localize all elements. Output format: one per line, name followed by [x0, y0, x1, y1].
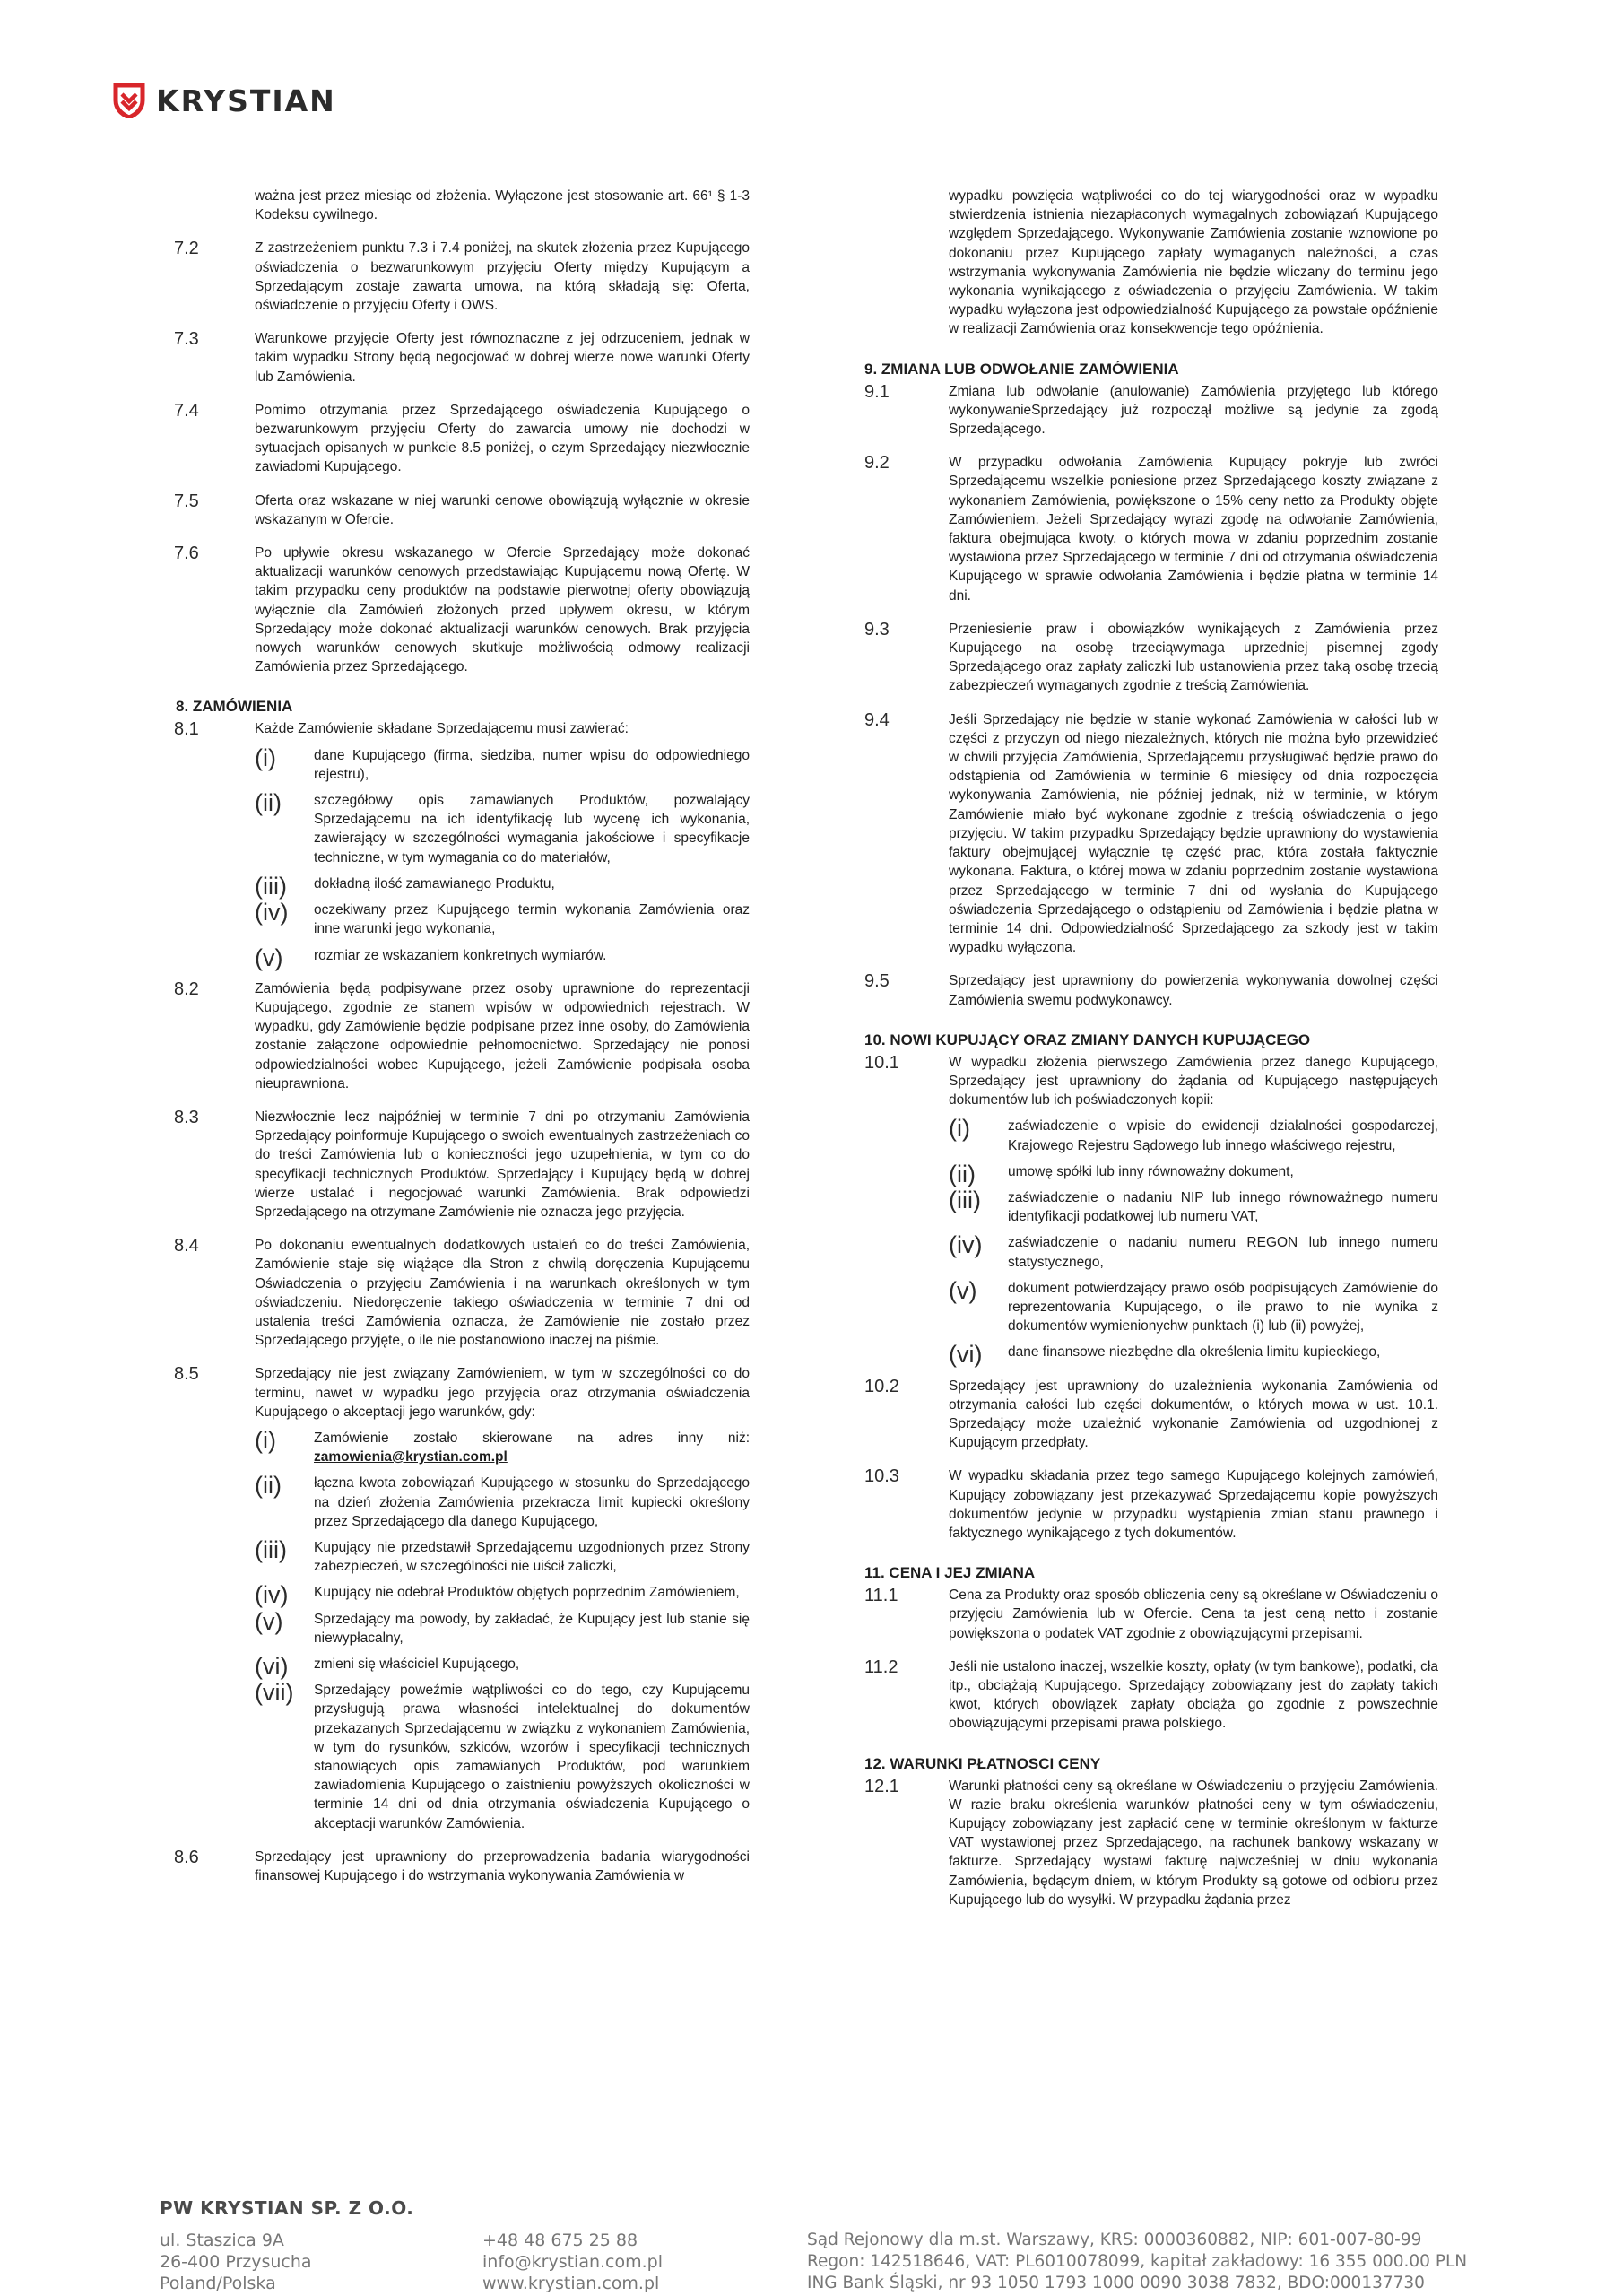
sub-clause [864, 1341, 1438, 1369]
sub-clause-numeral: (ii) [255, 789, 282, 817]
sub-clause-text-part: Zamówienie zostało skierowane na adres inny niż: [314, 1430, 750, 1446]
sub-clause-numeral: (iv) [255, 1581, 289, 1609]
clause-number: 7.6 [174, 544, 199, 564]
clause-number: 8.5 [174, 1364, 199, 1385]
right-column [864, 187, 1438, 1909]
clause-9-5 [864, 971, 1438, 1009]
continued-paragraph: wypadku powzięcia wątpliwości co do tej wiarygodności oraz w wypadku stwierdzenia istnienia niezapłaconych wymagalnych zobowiązań Kupującego względem Sprzedającego. Wykonywanie Zamówienia zostanie wznowione po dokonaniu przez Kupującego zapłaty wymaganych należności, a czas wstrzymania wykonywania Zamówienia nie będzie wliczany do terminu jego wykonania wynikającego z oświadczenia o przyjęciu Zamówienia. W takim wypadku wyłączona jest odpowiedzialność Kupującego za powstałe opóźnienie w realizacji Zamówienia oraz konsekwencje tego opóźnienia. [949, 188, 1438, 337]
sub-clause-text: zaświadczenie o nadaniu NIP lub innego równoważnego numeru identyfikacji podatkowej lub numeru VAT, [1008, 1189, 1438, 1225]
clause-7-2 [176, 239, 750, 315]
footer-email[interactable]: info@krystian.com.pl [482, 2252, 664, 2272]
section-heading: 12. WARUNKI PŁATNOSCI CENY [864, 1754, 1101, 1772]
clause-10-2 [864, 1377, 1438, 1453]
clause-text: Z zastrzeżeniem punktu 7.3 i 7.4 poniżej, na skutek złożenia przez Kupującego oświadczenia o bezwarunkowym przyjęciu Oferty między Kupującym a Sprzedającym zostaje zawarta umowa, na którą składają się: Oferta, oświadczenie o przyjęciu Oferty i OWS. [255, 240, 750, 314]
clause-11-2 [864, 1657, 1438, 1734]
clause-text: Zmiana lub odwołanie (anulowanie) Zamówienia przyjętego lub którego wykonywanieSprzedający już rozpoczął możliwe są jedynie za zgodą Sprzedającego. [949, 383, 1438, 438]
sub-clause [176, 1653, 750, 1680]
clause-number: 7.2 [174, 239, 199, 259]
clause-number: 12.1 [864, 1776, 899, 1796]
clause-8-4 [176, 1236, 750, 1350]
clause-10-1 [864, 1053, 1438, 1110]
sub-clause-text: szczegółowy opis zamawianych Produktów, pozwalający Sprzedającemu na ich identyfikację lub wycenę ich wykonania, zawierający w szczególności wymagania jakościowe i specyfikacje techniczne, w tym wymagania co do materiałów, [314, 793, 750, 865]
clause-number: 8.3 [174, 1107, 199, 1127]
sub-clause-text: zaświadczenie o wpisie do ewidencji działalności gospodarczej, Krajowego Rejestru Sądowego lub innego właściwego rejestru, [1008, 1118, 1438, 1153]
clause-7-5 [176, 491, 750, 529]
sub-clause-numeral: (iii) [255, 1535, 287, 1563]
clause-10-3 [864, 1466, 1438, 1543]
brand-logo [113, 83, 336, 118]
sub-clause-numeral: (iii) [255, 872, 287, 900]
clause-number: 8.1 [174, 719, 199, 740]
clause-text: Pomimo otrzymania przez Sprzedającego oświadczenia Kupującego o bezwarunkowym przyjęciu Oferty do zawarcia umowy nie dochodzi w sytuacjach opisanych w punkcie 8.5 poniżej, o czym Sprzedający niezwłocznie zawiadomi Kupującego. [255, 402, 750, 475]
sub-clause-numeral: (i) [255, 1426, 276, 1454]
clause-11-1 [864, 1586, 1438, 1643]
sub-clause [864, 1276, 1438, 1336]
sub-clause-text: umowę spółki lub inny równoważny dokument, [1008, 1163, 1294, 1179]
sub-clause [176, 1581, 750, 1609]
sub-clause-numeral: (vii) [255, 1679, 294, 1707]
sub-clause-text: dokument potwierdzający prawo osób podpisujących Zamówienie do reprezentowania Kupującego, o ile prawo to nie wynika z dokumentów wymienionychw punktach (i) lub (ii) powyżej, [1008, 1280, 1438, 1335]
clause-text: Sprzedający jest uprawniony do uzależnienia wykonania Zamówienia od otrzymania całości lub części dokumentów, o których mowa w ust. 10.1. Sprzedający może uzależnić wykonanie Zamówienia od uzgodnionej z Kupującym przedpłaty. [949, 1378, 1438, 1451]
clause-9-1 [864, 382, 1438, 439]
clause-number: 7.5 [174, 491, 199, 511]
sub-clause-numeral: (ii) [949, 1160, 976, 1187]
brand-name: KRYSTIAN [156, 83, 336, 118]
clause-9-4 [864, 710, 1438, 958]
footer-registry-line: Regon: 142518646, VAT: PL6010078099, kapitał zakładowy: 16 355 000.00 PLN [807, 2252, 1468, 2271]
clause-number: 9.5 [864, 971, 890, 992]
sub-clause [176, 791, 750, 867]
footer-phone: +48 48 675 25 88 [482, 2231, 638, 2250]
clause-number: 8.2 [174, 978, 199, 999]
clause-number: 10.1 [864, 1052, 899, 1073]
sub-clause [176, 944, 750, 971]
clause-9-3 [864, 620, 1438, 696]
sub-clause-numeral: (v) [255, 944, 283, 971]
clause-text: Zamówienia będą podpisywane przez osoby uprawnione do reprezentacji Kupującego, zgodnie ze stanem wpisów w odpowiednich rejestrach. W wypadku, gdy Zamówienie będzie podpisane przez inne osoby, do Zamówienia zostanie załączone odpowiednie pełnomocnictwo. Sprzedający nie ponosi odpowiedzialności wobec Kupującego, jeżeli Zamówienie podpisała osoba nieuprawniona. [255, 980, 750, 1091]
sub-clause-text: zmieni się właściciel Kupującego, [314, 1657, 520, 1672]
clause-number: 10.2 [864, 1376, 899, 1396]
footer-registry-line: Sąd Rejonowy dla m.st. Warszawy, KRS: 0000360882, NIP: 601-007-80-99 [807, 2231, 1422, 2249]
clause-8-2 [176, 979, 750, 1093]
clause-text: Warunkowe przyjęcie Oferty jest równoznaczne z jej odrzuceniem, jednak w takim wypadku Strony będą negocjować w dobrej wierze nowe warunki Oferty lub Zamówienia. [255, 331, 750, 385]
clause-9-2 [864, 453, 1438, 605]
clause-number: 7.4 [174, 400, 199, 421]
sub-clause-text: dane Kupującego (firma, siedziba, numer wpisu do odpowiedniego rejestru), [314, 747, 750, 782]
sub-clause-text: Sprzedający ma powody, by zakładać, że Kupujący jest lub stanie się niewypłacalny, [314, 1611, 750, 1646]
sub-clause-numeral: (v) [949, 1276, 977, 1304]
clause-text: Oferta oraz wskazane w niej warunki cenowe obowiązują wyłącznie w okresie wskazanym w Ofercie. [255, 492, 750, 527]
left-column [176, 187, 750, 1885]
sub-clause [176, 1535, 750, 1576]
sub-clause [176, 1607, 750, 1648]
sub-clause-text: Kupujący nie odebrał Produktów objętych poprzednim Zamówieniem, [314, 1585, 740, 1601]
clause-number: 11.2 [864, 1657, 898, 1677]
sub-clause [864, 1233, 1438, 1271]
clause-text: W wypadku złożenia pierwszego Zamówienia przez danego Kupującego, Sprzedający jest uprawniony do żądania od Kupującego następujących dokumentów lub ich poświadczonych kopii: [949, 1054, 1438, 1109]
sub-clause [176, 872, 750, 900]
sub-clause [176, 1426, 750, 1466]
clause-text: W przypadku odwołania Zamówienia Kupujący pokryje lub zwróci Sprzedającemu wszelkie poniesione przez Sprzedającego koszty związane z wykonaniem Zamówienia, powiększone o 15% ceny netto za Produkty objęte Zamówieniem. Jeżeli Sprzedający wyrazi zgodę na odwołanie Zamówienia, faktura obejmująca kwoty, o których mowa w zdaniu poprzednim zostanie wystawiona przez Sprzedającego w terminie 7 dni od otrzymania oświadczenia Kupującego w sprawie odwołania Zamówienia i będzie płatna w terminie 14 dni. [949, 455, 1438, 604]
sub-clause [864, 1188, 1438, 1226]
sub-clause-numeral: (iii) [949, 1186, 981, 1213]
sub-clause-numeral: (vi) [949, 1341, 983, 1369]
clause-7-6 [176, 544, 750, 676]
clause-text: Sprzedający nie jest związany Zamówieniem, w tym w szczególności co do terminu, nawet w wypadku jego przyjęcia oraz otrzymania oświadczenia Kupującego o akceptacji jego warunków, gdy: [255, 1366, 750, 1420]
sub-clause-text: łączna kwota zobowiązań Kupującego w stosunku do Sprzedającego na dzień złożenia Zamówienia przekracza limit kupiecki określony przez Sprzedającego dla danego Kupującego, [314, 1475, 750, 1529]
clause-number: 7.3 [174, 329, 199, 350]
clause-text: Cena za Produkty oraz sposób obliczenia ceny są określane w Oświadczeniu o przyjęciu Zamówienia lub w Ofercie. Cena ta jest ceną netto i zostanie powiększona o podatek VAT zgodnie z obowiązującymi przepisami. [949, 1587, 1438, 1641]
footer-address-line: ul. Staszica 9A [160, 2231, 284, 2250]
sub-clause [864, 1117, 1438, 1154]
clause-number: 9.4 [864, 709, 890, 730]
clause-text: Warunki płatności ceny są określane w Oświadczeniu o przyjęciu Zamówienia. W razie braku określenia warunków płatności ceny w tym oświadczeniu, Kupujący zobowiązany jest zapłacić cenę w terminie określonym w fakturze VAT wystawionej przez Sprzedającego, na rachunek bankowy wskazany w fakturze. Sprzedający wystawi fakturę najwcześniej w dniu wykonania Zamówienia, będącym dniem, w którym Produkty są gotowe od odbioru przez Kupującego lub do wysyłki. W przypadku żądania przez [949, 1778, 1438, 1908]
clause-7-4 [176, 401, 750, 477]
footer-registry-line: ING Bank Śląski, nr 93 1050 1793 1000 0090 3038 7832, BDO:000137730 [807, 2274, 1425, 2292]
sub-clause-text: rozmiar ze wskazaniem konkretnych wymiarów. [314, 947, 607, 963]
sub-clause [176, 900, 750, 938]
sub-clause-numeral: (i) [255, 744, 276, 771]
clause-text: Niezwłocznie lecz najpóźniej w terminie 7 dni po otrzymaniu Zamówienia Sprzedający poinformuje Kupującego o swoich ewentualnych zastrzeżeniach co do treści Zamówienia lub o konieczności jego uzupełnienia, w tym co do specyfikacji technicznych Produktów. Sprzedający i Kupujący będą w dobrej wierze ustalać i negocjować warunki Zamówienia. Brak odpowiedzi Sprzedającego na otrzymane Zamówienie nie oznacza jego przyjęcia. [255, 1109, 750, 1220]
clause-text: Każde Zamówienie składane Sprzedającemu musi zawierać: [255, 721, 629, 737]
sub-clause [864, 1160, 1438, 1187]
clause-12-1 [864, 1777, 1438, 1909]
section-heading: 11. CENA I JEJ ZMIANA [864, 1564, 1036, 1582]
sub-clause-text: zaświadczenie o nadaniu numeru REGON lub innego numeru statystycznego, [1008, 1235, 1438, 1270]
clause-number: 9.2 [864, 453, 890, 474]
footer-website[interactable]: www.krystian.com.pl [482, 2274, 660, 2293]
sub-clause-text: Kupujący nie przedstawił Sprzedającemu uzgodnionych przez Strony zabezpieczeń, w szczególności nie uiścił zaliczki, [314, 1539, 750, 1575]
footer-registry [807, 2230, 1467, 2294]
clause-number: 8.4 [174, 1236, 199, 1257]
clause-text: Po dokonaniu ewentualnych dodatkowych ustaleń co do treści Zamówienia, Zamówienie staje się wiążące dla Stron z chwilą doręczenia Kupującemu Oświadczenia o przyjęciu Zamówienia i na warunkach określonych w tym oświadczeniu. Niedoręczenie takiego oświadczenia w terminie 7 dni od ustalenia treści Zamówienia oznacza, że Zamówienie nie zostało przez Sprzedającego przyjęte, o ile nie postanowiono inaczej na piśmie. [255, 1238, 750, 1349]
continued-paragraph: ważna jest przez miesiąc od złożenia. Wyłączone jest stosowanie art. 66¹ § 1-3 Kodeksu cywilnego. [255, 188, 750, 223]
clause-text: W wypadku składania przez tego samego Kupującego kolejnych zamówień, Kupujący zobowiązany jest przekazywać Sprzedającemu kopie powyższych dokumentów jedynie w przypadku wystąpienia zmian stanu prawnego i faktycznego wynikającego z tych dokumentów. [949, 1468, 1438, 1541]
clause-text: Jeśli nie ustalono inaczej, wszelkie koszty, opłaty (w tym bankowe), podatki, cła itp., obciążają Kupującego. Sprzedający zobowiązany jest do zapłaty takich kwot, których obowiązek zapłaty obciąża go zgodnie z powszechnie obowiązującymi przepisami prawa polskiego. [949, 1658, 1438, 1732]
clause-number: 9.3 [864, 619, 890, 639]
footer-contact [482, 2230, 663, 2294]
section-heading: 8. ZAMÓWIENIA [176, 698, 293, 716]
sub-clause-numeral: (v) [255, 1607, 283, 1635]
clause-8-1 [176, 719, 750, 738]
sub-clause-text [314, 1429, 750, 1466]
clause-text: Sprzedający jest uprawniony do powierzenia wykonywania dowolnej części Zamówienia swemu podwykonawcy. [949, 973, 1438, 1008]
clause-number: 11.1 [864, 1586, 898, 1606]
sub-clause-numeral: (iv) [949, 1231, 983, 1259]
section-heading: 9. ZMIANA LUB ODWOŁANIE ZAMÓWIENIA [864, 360, 1179, 378]
clause-8-5 [176, 1364, 750, 1422]
email-link[interactable]: zamowienia@krystian.com.pl [314, 1449, 508, 1465]
clause-7-3 [176, 329, 750, 387]
clause-text: Przeniesienie praw i obowiązków wynikających z Zamówienia przez Kupującego na osobę trzeciąwymaga uprzedniej pisemnej zgody Sprzedającego oraz zapłaty zaliczki lub ustanowienia przez taką osobę trzecią zabezpieczeń wymaganych zgodnie z treścią Zamówienia. [949, 621, 1438, 694]
sub-clause [176, 746, 750, 784]
sub-clause-numeral: (ii) [255, 1472, 282, 1500]
shield-logo-icon [113, 83, 145, 118]
section-heading: 10. NOWI KUPUJĄCY ORAZ ZMIANY DANYCH KUPUJĄCEGO [864, 1031, 1311, 1048]
footer-address-line: Poland/Polska [160, 2274, 276, 2293]
sub-clause-text: Sprzedający poweźmie wątpliwości co do tego, czy Kupującemu przysługują prawa własności intelektualnej do dokumentów przekazanych Sprzedającemu w związku z wykonaniem Zamówienia, w tym do rysunków, szkiców, wzorów i specyfikacji technicznych stanowiących opis zamawianych Produktów, pod warunkiem zawiadomienia Kupującego o zaistnieniu powyższych okoliczności w terminie 14 dni od dnia otrzymania oświadczenia Kupującego o akceptacji warunków Zamówienia. [314, 1683, 750, 1831]
clause-number: 8.6 [174, 1847, 199, 1867]
sub-clause-text: dane finansowe niezbędne dla określenia limitu kupieckiego, [1008, 1344, 1381, 1361]
sub-clause [176, 1681, 750, 1833]
sub-clause [176, 1474, 750, 1531]
clause-number: 10.3 [864, 1466, 899, 1487]
clause-text: Po upływie okresu wskazanego w Ofercie Sprzedający może dokonać aktualizacji warunków cenowych przedstawiając Kupującemu nową Ofertę. W takim przypadku ceny produktów na podstawie pierwotnej oferty obowiązują wyłącznie dla Zamówień złożonych przed upływem okresu, w którym Sprzedający może dokonać aktualizacji warunków cenowych. Brak przyjęcia nowych warunków cenowych skutkuje możliwością odmowy realizacji Zamówienia przez Sprzedającego. [255, 545, 750, 675]
sub-clause-numeral: (i) [949, 1115, 970, 1143]
clause-number: 9.1 [864, 381, 890, 402]
footer-company: PW KRYSTIAN SP. Z O.O. [160, 2197, 414, 2219]
clause-8-6 [176, 1848, 750, 1885]
sub-clause-text: dokładną ilość zamawianego Produktu, [314, 875, 555, 891]
clause-8-3 [176, 1108, 750, 1222]
sub-clause-text: oczekiwany przez Kupującego termin wykonania Zamówienia oraz inne warunki jego wykonania, [314, 902, 750, 937]
footer-address [160, 2230, 312, 2294]
clause-text: Jeśli Sprzedający nie będzie w stanie wykonać Zamówienia w całości lub w części z przyczyn od niego niezależnych, których nie można było przewidzieć w chwili przyjęcia Zamówienia, Sprzedającemu przysługiwać będzie prawo do odstąpienia od Zamówienia w terminie 6 miesięcy od dnia rozpoczęcia wykonywania Zamówienia, nie później jednak, niż w terminie, w którym Zamówienie miało być wykonane zgodnie z treścią oświadczenia o jego przyjęciu. W takim przypadku Sprzedający będzie uprawniony do wystawienia faktury obejmującej wyłącznie tę część prac, która została faktycznie wykonana. Faktura, o której mowa w zdaniu poprzednim zostanie wystawiona przez Sprzedającego w terminie 7 dni od wysłania do Kupującego oświadczenia Sprzedającego o odstąpieniu od Zamówienia i będzie płatna w terminie 14 dni. Odpowiedzialność Sprzedającego za szkody jest w takim wypadku wyłączona. [949, 711, 1438, 956]
sub-clause-numeral: (iv) [255, 899, 289, 926]
clause-text: Sprzedający jest uprawniony do przeprowadzenia badania wiarygodności finansowej Kupującego i do wstrzymania wykonywania Zamówienia w [255, 1848, 750, 1884]
footer-address-line: 26-400 Przysucha [160, 2252, 312, 2272]
sub-clause-numeral: (vi) [255, 1653, 289, 1680]
